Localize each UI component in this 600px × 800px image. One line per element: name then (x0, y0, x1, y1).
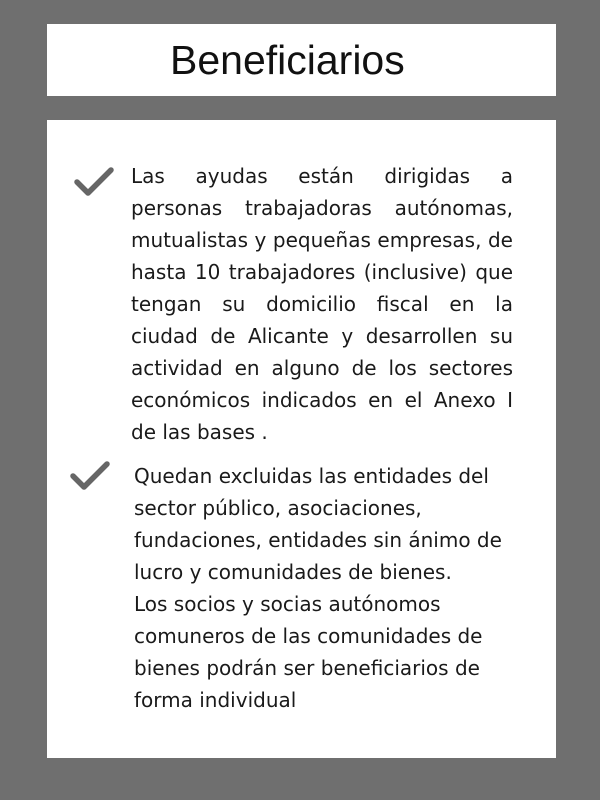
text-line: Quedan excluidas las entidades del (134, 464, 489, 488)
exclusions-paragraph (134, 460, 524, 716)
text-line: forma individual (134, 688, 297, 712)
text-line: Los socios y socias autónomos (134, 592, 441, 616)
text-line: bienes podrán ser beneficiarios de (134, 656, 480, 680)
text-line: lucro y comunidades de bienes. (134, 560, 452, 584)
text-line: sector público, asociaciones, (134, 496, 422, 520)
check-icon (73, 166, 117, 200)
title-card (47, 24, 556, 96)
eligibility-paragraph (131, 160, 513, 448)
text-line: Las ayudas están dirigidas a (131, 164, 513, 188)
content-card (47, 120, 556, 758)
text-line: económicos indicados en el Anexo I (131, 388, 513, 412)
page-title: Beneficiarios (170, 37, 405, 83)
text-line: actividad en alguno de los sectores (131, 356, 513, 380)
text-line: hasta 10 trabajadores (inclusive) que (131, 260, 513, 284)
text-line: personas trabajadoras autónomas, (131, 196, 513, 220)
check-icon (69, 460, 113, 494)
text-line: tengan su domicilio fiscal en la (131, 292, 513, 316)
text-line: comuneros de las comunidades de (134, 624, 483, 648)
text-line: fundaciones, entidades sin ánimo de (134, 528, 502, 552)
text-line: ciudad de Alicante y desarrollen su (131, 324, 513, 348)
text-line: mutualistas y pequeñas empresas, de (131, 228, 513, 252)
text-line: de las bases . (131, 420, 268, 444)
